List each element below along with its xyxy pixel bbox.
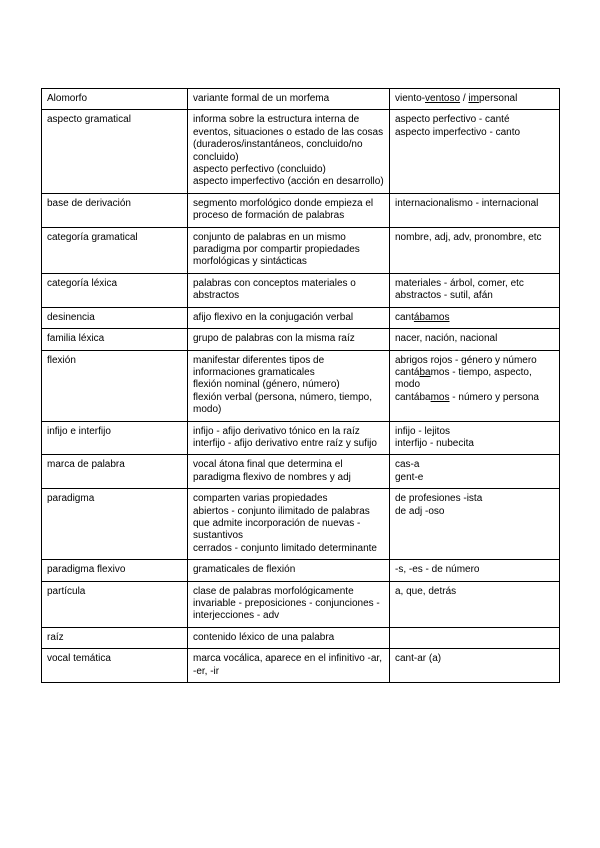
example-cell: nombre, adj, adv, pronombre, etc (390, 227, 560, 273)
term-cell: flexión (42, 350, 188, 421)
example-cell: cant-ar (a) (390, 649, 560, 683)
definition-cell: vocal átona final que determina el paradigma flexivo de nombres y adj (188, 455, 390, 489)
term-cell: familia léxica (42, 329, 188, 350)
example-cell: cas-a gent-e (390, 455, 560, 489)
table-row (42, 350, 560, 421)
table-row (42, 110, 560, 193)
term-cell: vocal temática (42, 649, 188, 683)
example-cell: -s, -es - de número (390, 560, 560, 581)
term-cell: raíz (42, 627, 188, 648)
term-cell: partícula (42, 581, 188, 627)
example-cell: a, que, detrás (390, 581, 560, 627)
table-row (42, 307, 560, 328)
example-cell: aspecto perfectivo - canté aspecto imperfectivo - canto (390, 110, 560, 193)
table-row (42, 329, 560, 350)
table-row (42, 227, 560, 273)
definition-cell: clase de palabras morfológicamente invariable - preposiciones - conjunciones - interjecciones - adv (188, 581, 390, 627)
term-cell: paradigma flexivo (42, 560, 188, 581)
table-row (42, 455, 560, 489)
definition-cell: afijo flexivo en la conjugación verbal (188, 307, 390, 328)
table-row (42, 560, 560, 581)
definition-cell: informa sobre la estructura interna de eventos, situaciones o estado de las cosas (duraderos/instantáneos, concluido/no concluido) aspecto perfectivo (concluido) aspecto imperfectivo (acción en desarrollo) (188, 110, 390, 193)
definition-cell: variante formal de un morfema (188, 89, 390, 110)
definition-cell: grupo de palabras con la misma raíz (188, 329, 390, 350)
example-cell: internacionalismo - internacional (390, 193, 560, 227)
term-cell: categoría gramatical (42, 227, 188, 273)
example-cell: cantábamos (390, 307, 560, 328)
term-cell: paradigma (42, 489, 188, 560)
term-cell: categoría léxica (42, 273, 188, 307)
table-row (42, 627, 560, 648)
term-cell: Alomorfo (42, 89, 188, 110)
example-cell (390, 627, 560, 648)
example-cell: abrigos rojos - género y número cantábamos - tiempo, aspecto, modo cantábamos - número y persona (390, 350, 560, 421)
table-row (42, 273, 560, 307)
definition-cell: conjunto de palabras en un mismo paradigma por compartir propiedades morfológicas y sintácticas (188, 227, 390, 273)
table-row (42, 489, 560, 560)
definition-cell: marca vocálica, aparece en el infinitivo -ar, -er, -ir (188, 649, 390, 683)
definition-cell: gramaticales de flexión (188, 560, 390, 581)
example-cell: materiales - árbol, comer, etc abstractos - sutil, afán (390, 273, 560, 307)
example-cell: infijo - lejitos interfijo - nubecita (390, 421, 560, 455)
definition-cell: palabras con conceptos materiales o abstractos (188, 273, 390, 307)
term-cell: infijo e interfijo (42, 421, 188, 455)
example-cell: de profesiones -ista de adj -oso (390, 489, 560, 560)
table-row (42, 193, 560, 227)
definition-cell: infijo - afijo derivativo tónico en la raíz interfijo - afijo derivativo entre raíz y sufijo (188, 421, 390, 455)
table-row (42, 581, 560, 627)
term-cell: aspecto gramatical (42, 110, 188, 193)
glossary-table (41, 88, 560, 683)
definition-cell: manifestar diferentes tipos de informaciones gramaticales flexión nominal (género, número) flexión verbal (persona, número, tiempo, modo) (188, 350, 390, 421)
example-cell: nacer, nación, nacional (390, 329, 560, 350)
table-row (42, 421, 560, 455)
definition-cell: comparten varias propiedades abiertos - conjunto ilimitado de palabras que admite incorporación de nuevas - sustantivos cerrados - conjunto limitado determinante (188, 489, 390, 560)
term-cell: marca de palabra (42, 455, 188, 489)
table-row (42, 649, 560, 683)
definition-cell: contenido léxico de una palabra (188, 627, 390, 648)
term-cell: base de derivación (42, 193, 188, 227)
table-row (42, 89, 560, 110)
term-cell: desinencia (42, 307, 188, 328)
example-cell: viento-ventoso / impersonal (390, 89, 560, 110)
definition-cell: segmento morfológico donde empieza el proceso de formación de palabras (188, 193, 390, 227)
